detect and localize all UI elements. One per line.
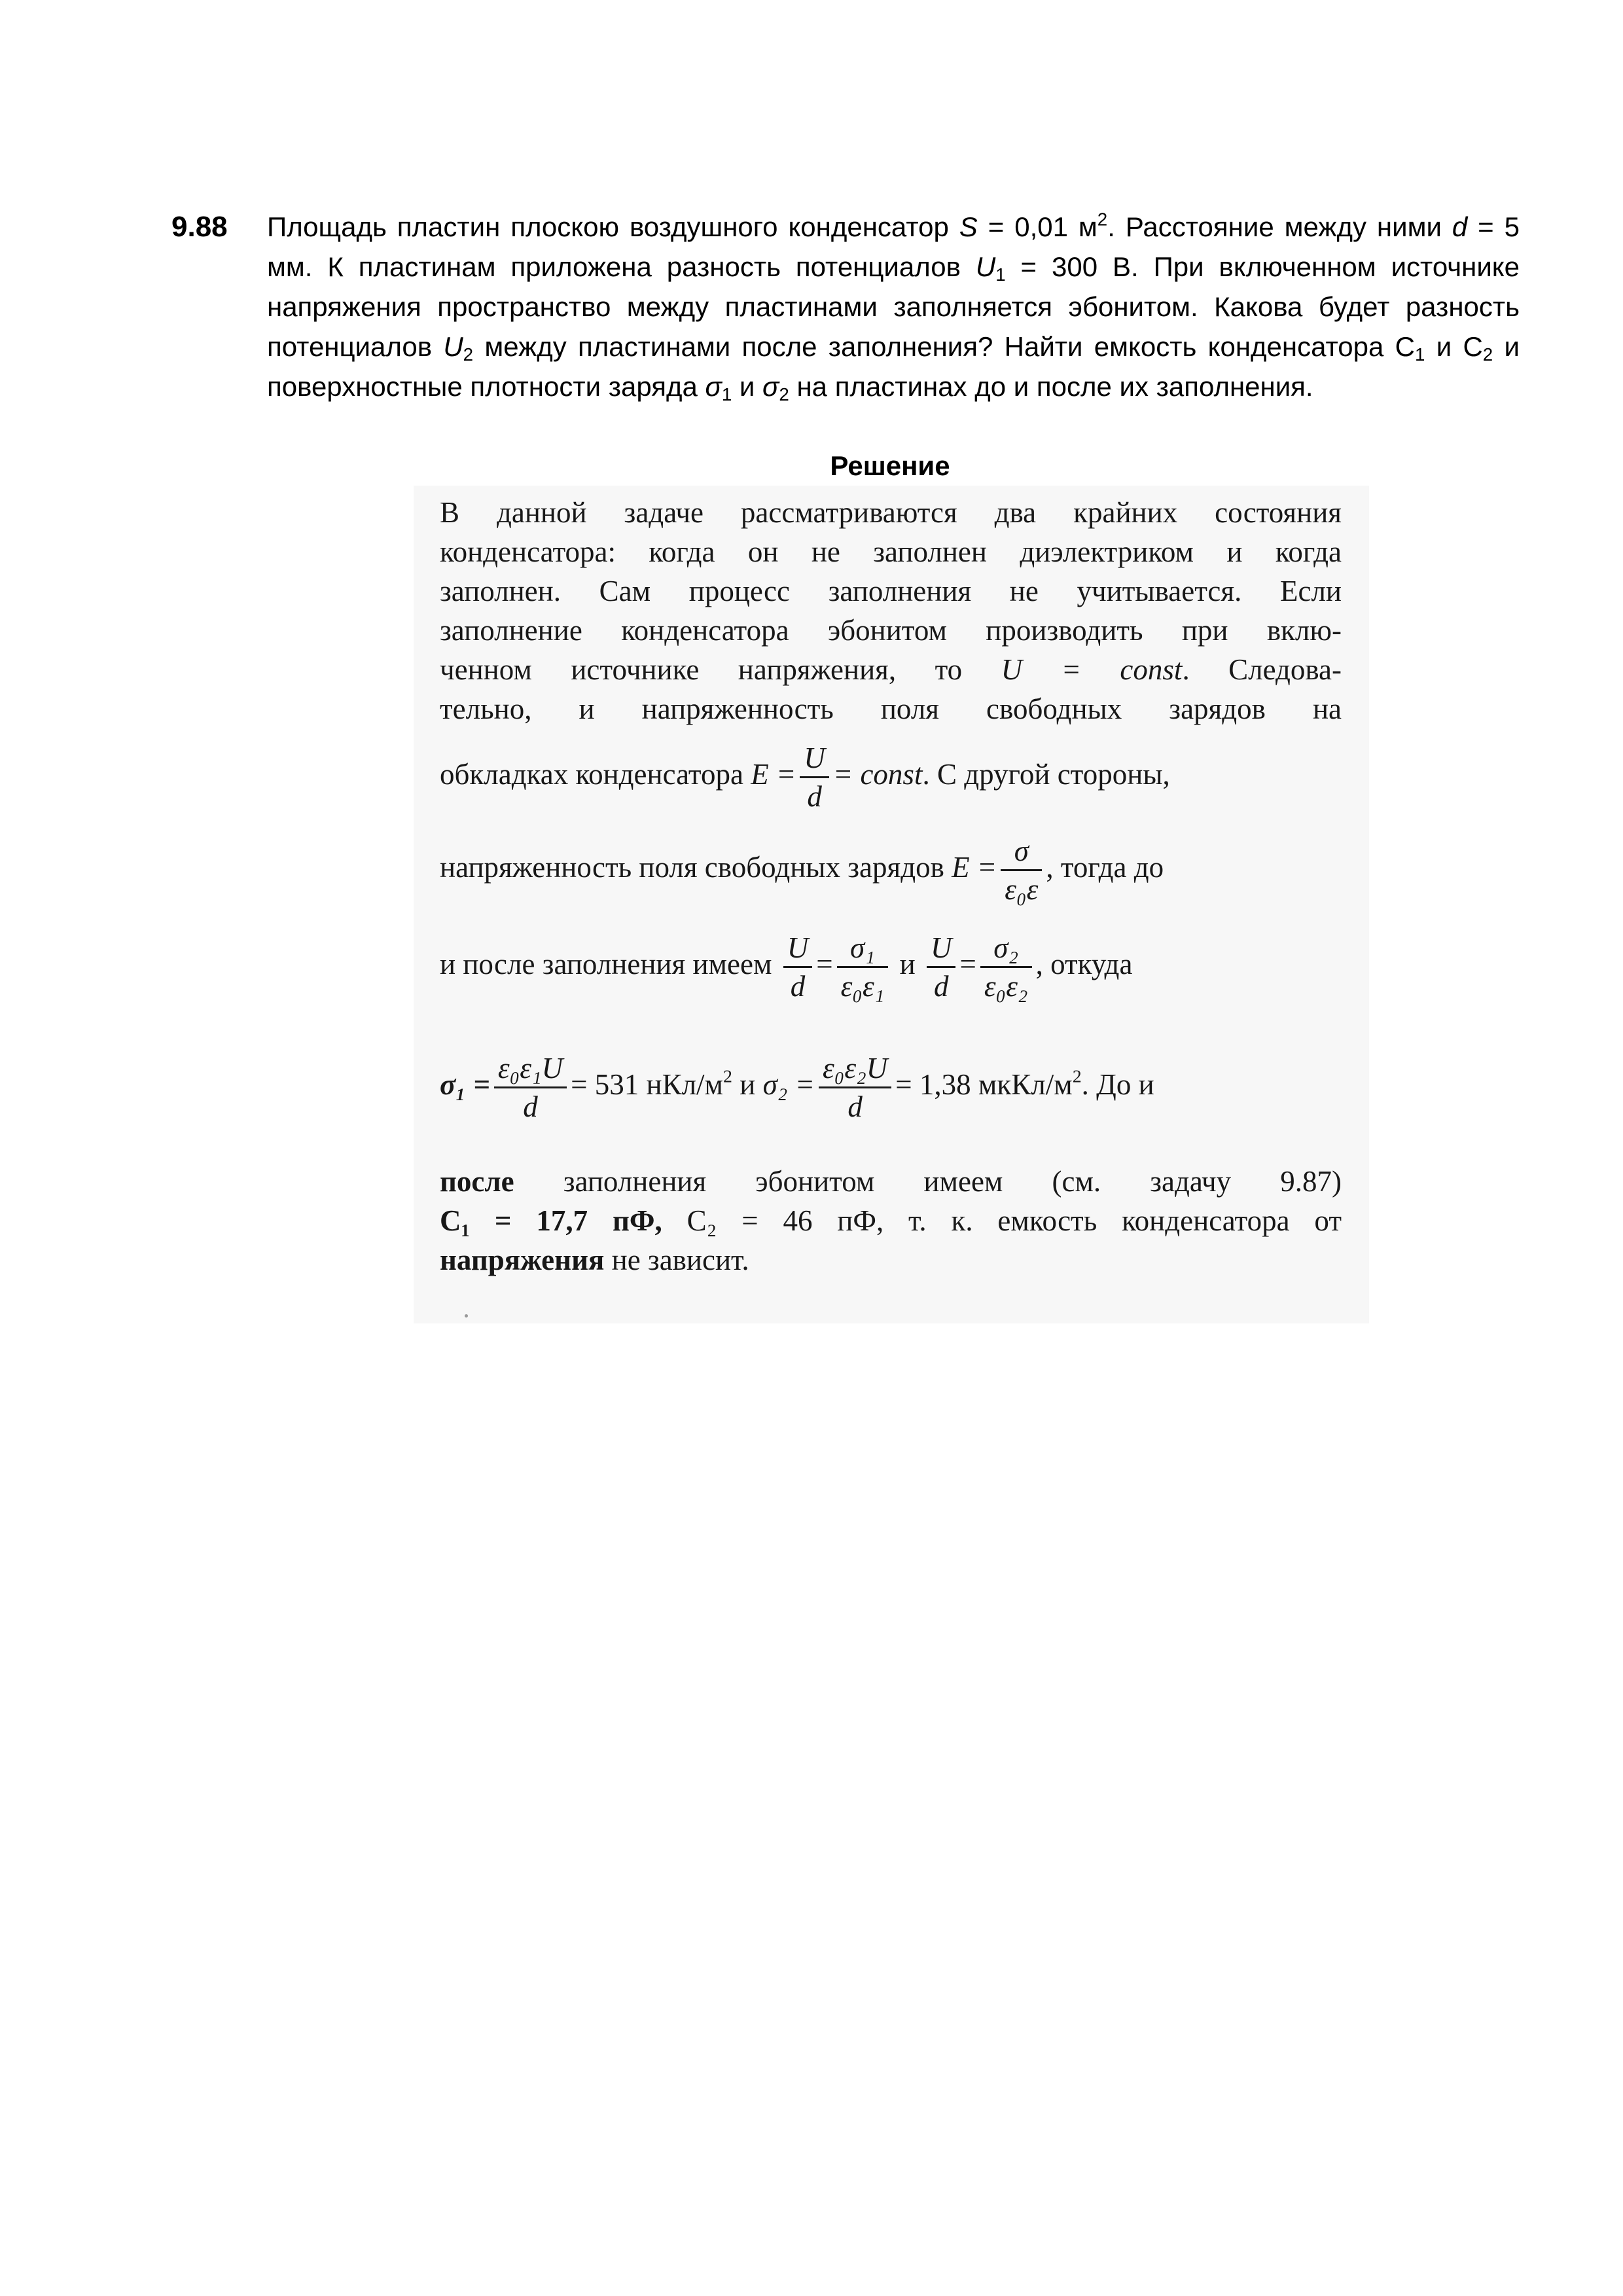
solution-line: ченном источнике напряжения, то U = const. Следова- — [440, 653, 1342, 686]
solution-line: тельно, и напряженность поля свободных зарядов на — [440, 692, 1342, 725]
solution-line: В данной задаче рассматриваются два крайних состояния — [440, 496, 1342, 529]
solution-line-sigma-values: σ₁ = $\frac{\text{ε₀ε₁U}}{d}$ = 531 нКл/$м^2$ и σ₂ = $\frac{\text{ε₀ε₂U}}{d}$ = 1,38 мкКл/$м^2$. До и — [440, 1050, 1154, 1125]
fraction-sigma2: $\frac{\text{σ₂}}{\text{ε₀ε₂}}$ — [980, 929, 1032, 1005]
fraction-u-d: $\frac{U}{d}$ — [927, 929, 956, 1005]
fraction-sigma1-value: $\frac{\text{ε₀ε₁U}}{d}$ — [494, 1050, 567, 1125]
solution-line-formula-sigma: напряженность поля свободных зарядов E = $\frac{\sigma}{\text{ε₀ε}}$ , тогда до — [440, 833, 1164, 908]
fraction-u-d: $\frac{U}{d}$ — [800, 740, 829, 815]
solution-line-capacitance: C₁ = 17,7 пФ, C₂ = 46 пФ, т. к. емкость конденсатора от — [440, 1204, 1342, 1237]
scan-speck — [465, 1314, 468, 1318]
solution-line: напряжения не зависит. — [440, 1244, 749, 1276]
solution-line: заполнен. Сам процесс заполнения не учитывается. Если — [440, 575, 1342, 607]
scanned-solution — [414, 486, 1369, 1323]
fraction-sigma2-value: $\frac{\text{ε₀ε₂U}}{d}$ — [819, 1050, 891, 1125]
fraction-sigma1: $\frac{\text{σ₁}}{\text{ε₀ε₁}}$ — [837, 929, 889, 1005]
solution-line: заполнение конденсатора эбонитом производить при вклю- — [440, 614, 1342, 647]
solution-line-formula-e: обкладках конденсатора E = $\frac{U}{d}$ = const. С другой стороны, — [440, 740, 1170, 815]
solution-heading: Решение — [830, 450, 950, 481]
fraction-u-d: $\frac{U}{d}$ — [783, 929, 813, 1005]
solution-line-formula-ratio: и после заполнения имеем $\frac{U}{d}$ = $\frac{\text{σ₁}}{\text{ε₀ε₁}}$ и $\frac{U}{d}$ = $\frac{\text{σ₂}}{\text{ε₀ε₂}}$ , откуда — [440, 929, 1132, 1005]
problem-statement: Площадь пластин плоскою воздушного конденсатор S = 0,01 $м^2$. Расстояние между ними d = 5 мм. К пластинам приложена разность потенциалов $U_1 = 300$ В. При включенном источнике напряжения пространство между пластинами заполняется эбонитом. Какова будет разность потенциалов $U_2$ между пластинами после заполнения? Найти емкость конденсатора $C_1$ и $C_2$ и поверхностные плотности заряда $\sigma_1$ и $\sigma_2$ на пластинах до и после их заполнения. — [267, 209, 1520, 404]
solution-line: конденсатора: когда он не заполнен диэлектриком и когда — [440, 535, 1342, 568]
problem-number: 9.88 — [171, 211, 228, 243]
fraction-sigma-eps: $\frac{\sigma}{\text{ε₀ε}}$ — [1001, 833, 1042, 908]
solution-line: после заполнения эбонитом имеем (см. задачу 9.87) — [440, 1165, 1342, 1198]
